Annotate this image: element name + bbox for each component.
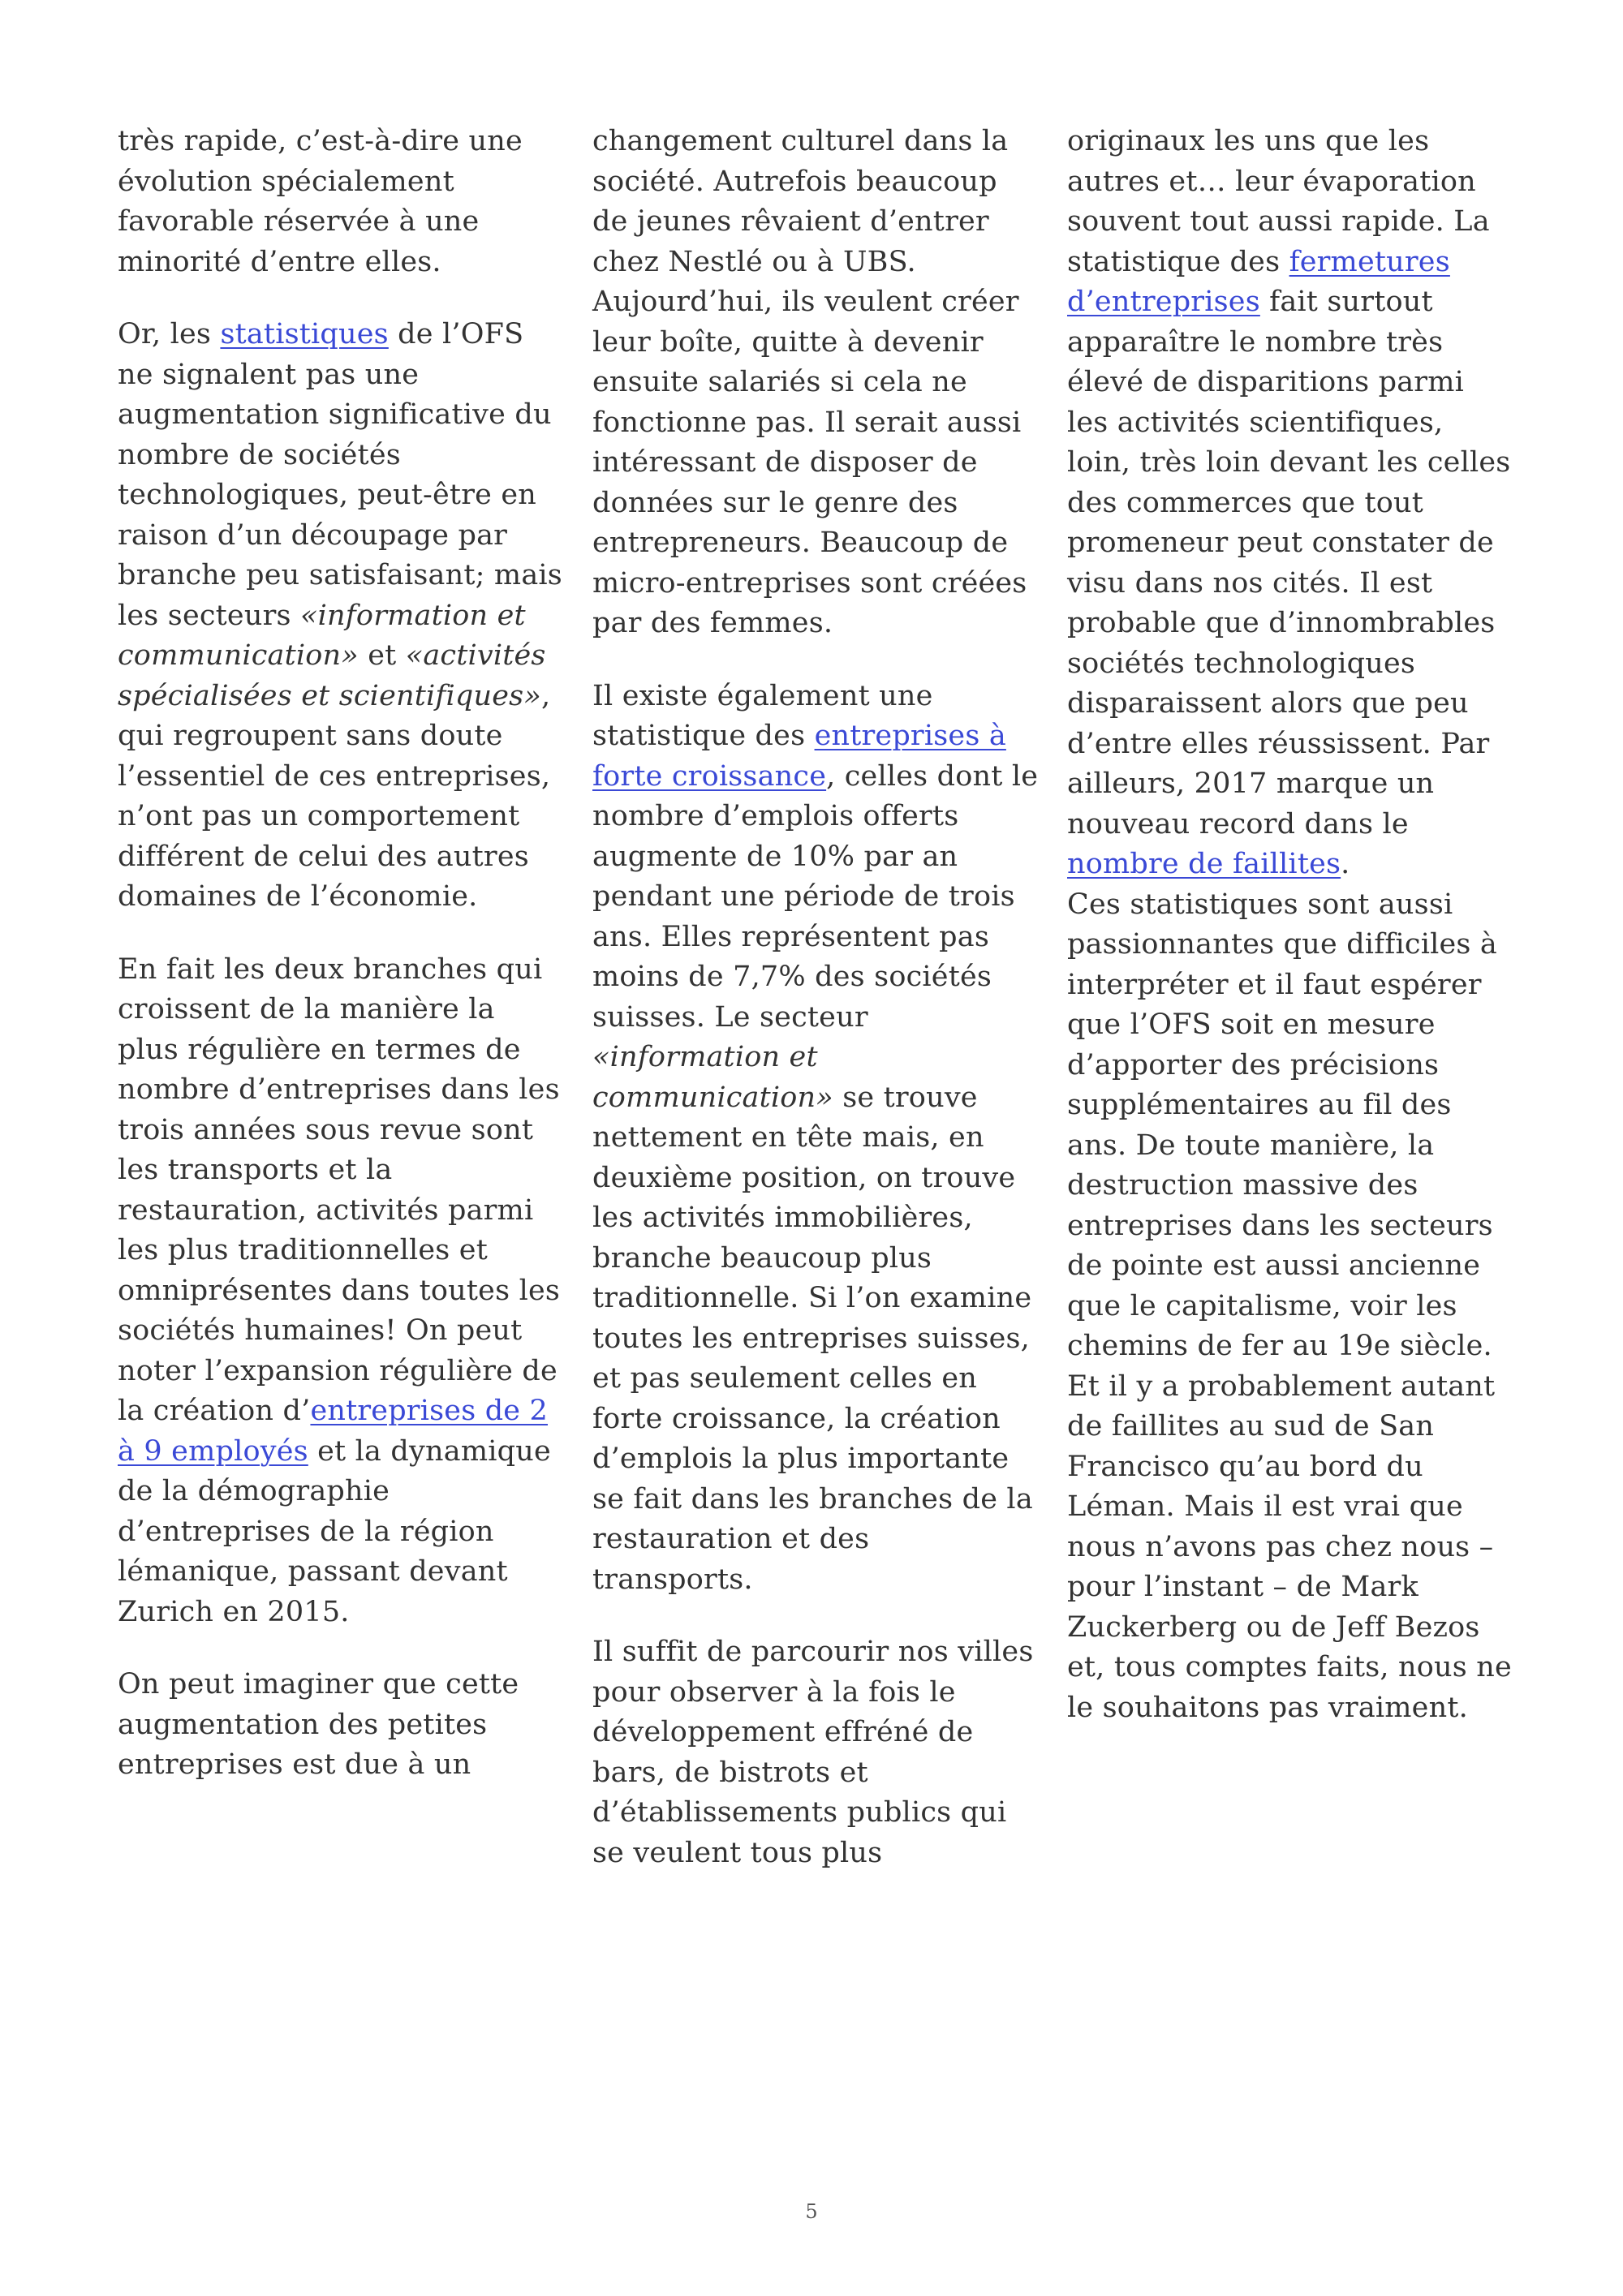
italic-text: «information et communication» <box>118 599 526 672</box>
paragraph <box>592 677 1039 1601</box>
text-run: originaux les uns que les autres et… leur évaporation souvent tout aussi rapide. La statistique des <box>1067 125 1490 278</box>
text-run: Or, les <box>118 318 221 350</box>
text-run: se trouve nettement en tête mais, en deuxième position, on trouve les activités immobilières, branche beaucoup plus traditionnelle. Si l’on examine toutes les entreprises suisses, et pas seulement celles en forte croissance, la création d’emplois la plus importante se fait dans les branches de la restauration et des transports. <box>592 1081 1033 1596</box>
italic-text: «activités spécialisées et scientifiques» <box>118 639 546 712</box>
page-number: 5 <box>805 2200 818 2223</box>
text-run: . <box>1341 848 1350 880</box>
column-3 <box>1067 122 1513 1873</box>
entreprises-forte-croissance-link[interactable]: entreprises à forte croissance <box>592 720 1006 793</box>
paragraph: Il suffit de parcourir nos villes pour observer à la fois le développement effréné de bars, de bistrots et d’établissements publics qui se veulent tous plus <box>592 1636 1034 1869</box>
text-run: et la dynamique de la démographie d’entreprises de la région lémanique, passant devant Zurich en 2015. <box>118 1434 551 1628</box>
text-run: Il existe également une statistique des <box>592 679 933 752</box>
nombre-faillites-link[interactable]: nombre de faillites <box>1067 848 1341 880</box>
column-1 <box>118 122 564 1873</box>
paragraph: On peut imaginer que cette augmentation des petites entreprises est due à un <box>118 1668 519 1781</box>
paragraph: changement culturel dans la société. Autrefois beaucoup de jeunes rêvaient d’entrer chez Nestlé ou à UBS. Aujourd’hui, ils veulent créer leur boîte, quitte à devenir ensuite salariés si cela ne fonctionne pas. Il serait aussi intéressant de disposer de données sur le genre des entrepreneurs. Beaucoup de micro-entreprises sont créées par des femmes. <box>592 125 1027 639</box>
entreprises-2-9-employes-link[interactable]: entreprises de 2 à 9 employés <box>118 1395 549 1468</box>
paragraph <box>118 950 564 1633</box>
column-2 <box>592 122 1039 1873</box>
text-run: , celles dont le nombre d’emplois offerts augmente de 10% par an pendant une période de trois ans. Elles représentent pas moins de 7,7% des sociétés suisses. Le secteur <box>592 759 1039 1034</box>
paragraph <box>118 315 564 918</box>
paragraph <box>1067 122 1513 885</box>
italic-text: «information et communication» <box>592 1041 833 1114</box>
text-run: et <box>358 639 406 672</box>
text-columns <box>118 122 1513 1873</box>
text-run: fait surtout apparaître le nombre très élevé de disparitions parmi les activités scientifiques, loin, très loin devant les celles des commerces que tout promeneur peut constater de visu dans nos cités. Il est probable que d’innombrables sociétés technologiques disparaissent alors que peu d’entre elles réussissent. Par ailleurs, 2017 marque un nouveau record dans le <box>1067 286 1511 841</box>
statistiques-link[interactable]: statistiques <box>220 318 389 350</box>
text-run: En fait les deux branches qui croissent de la manière la plus régulière en termes de nombre d’entreprises dans les trois années sous revue sont les transports et la restauration, activités parmi les plus traditionnelles et omniprésentes dans toutes les sociétés humaines! On peut noter l’expansion régulière de la création d’ <box>118 952 561 1427</box>
paragraph: Ces statistiques sont aussi passionnantes que difficiles à interpréter et il faut espérer que l’OFS soit en mesure d’apporter des précisions supplémentaires au fil des ans. De toute manière, la destruction massive des entreprises dans les secteurs de pointe est aussi ancienne que le capitalisme, voir les chemins de fer au 19e siècle. Et il y a probablement autant de faillites au sud de San Francisco qu’au bord du Léman. Mais il est vrai que nous n’avons pas chez nous – pour l’instant – de Mark Zuckerberg ou de Jeff Bezos et, tous comptes faits, nous ne le souhaitons pas vraiment. <box>1067 888 1512 1724</box>
text-run: de l’OFS ne signalent pas une augmentation significative du nombre de sociétés technologiques, peut-être en raison d’un découpage par branche peu satisfaisant; mais les secteurs <box>118 318 562 632</box>
fermetures-entreprises-link[interactable]: fermetures d’entreprises <box>1067 245 1450 318</box>
paragraph: très rapide, c’est-à-dire une évolution spécialement favorable réservée à une minorité d’entre elles. <box>118 125 523 278</box>
text-run: , qui regroupent sans doute l’essentiel de ces entreprises, n’ont pas un comportement différent de celui des autres domaines de l’économie. <box>118 679 551 913</box>
